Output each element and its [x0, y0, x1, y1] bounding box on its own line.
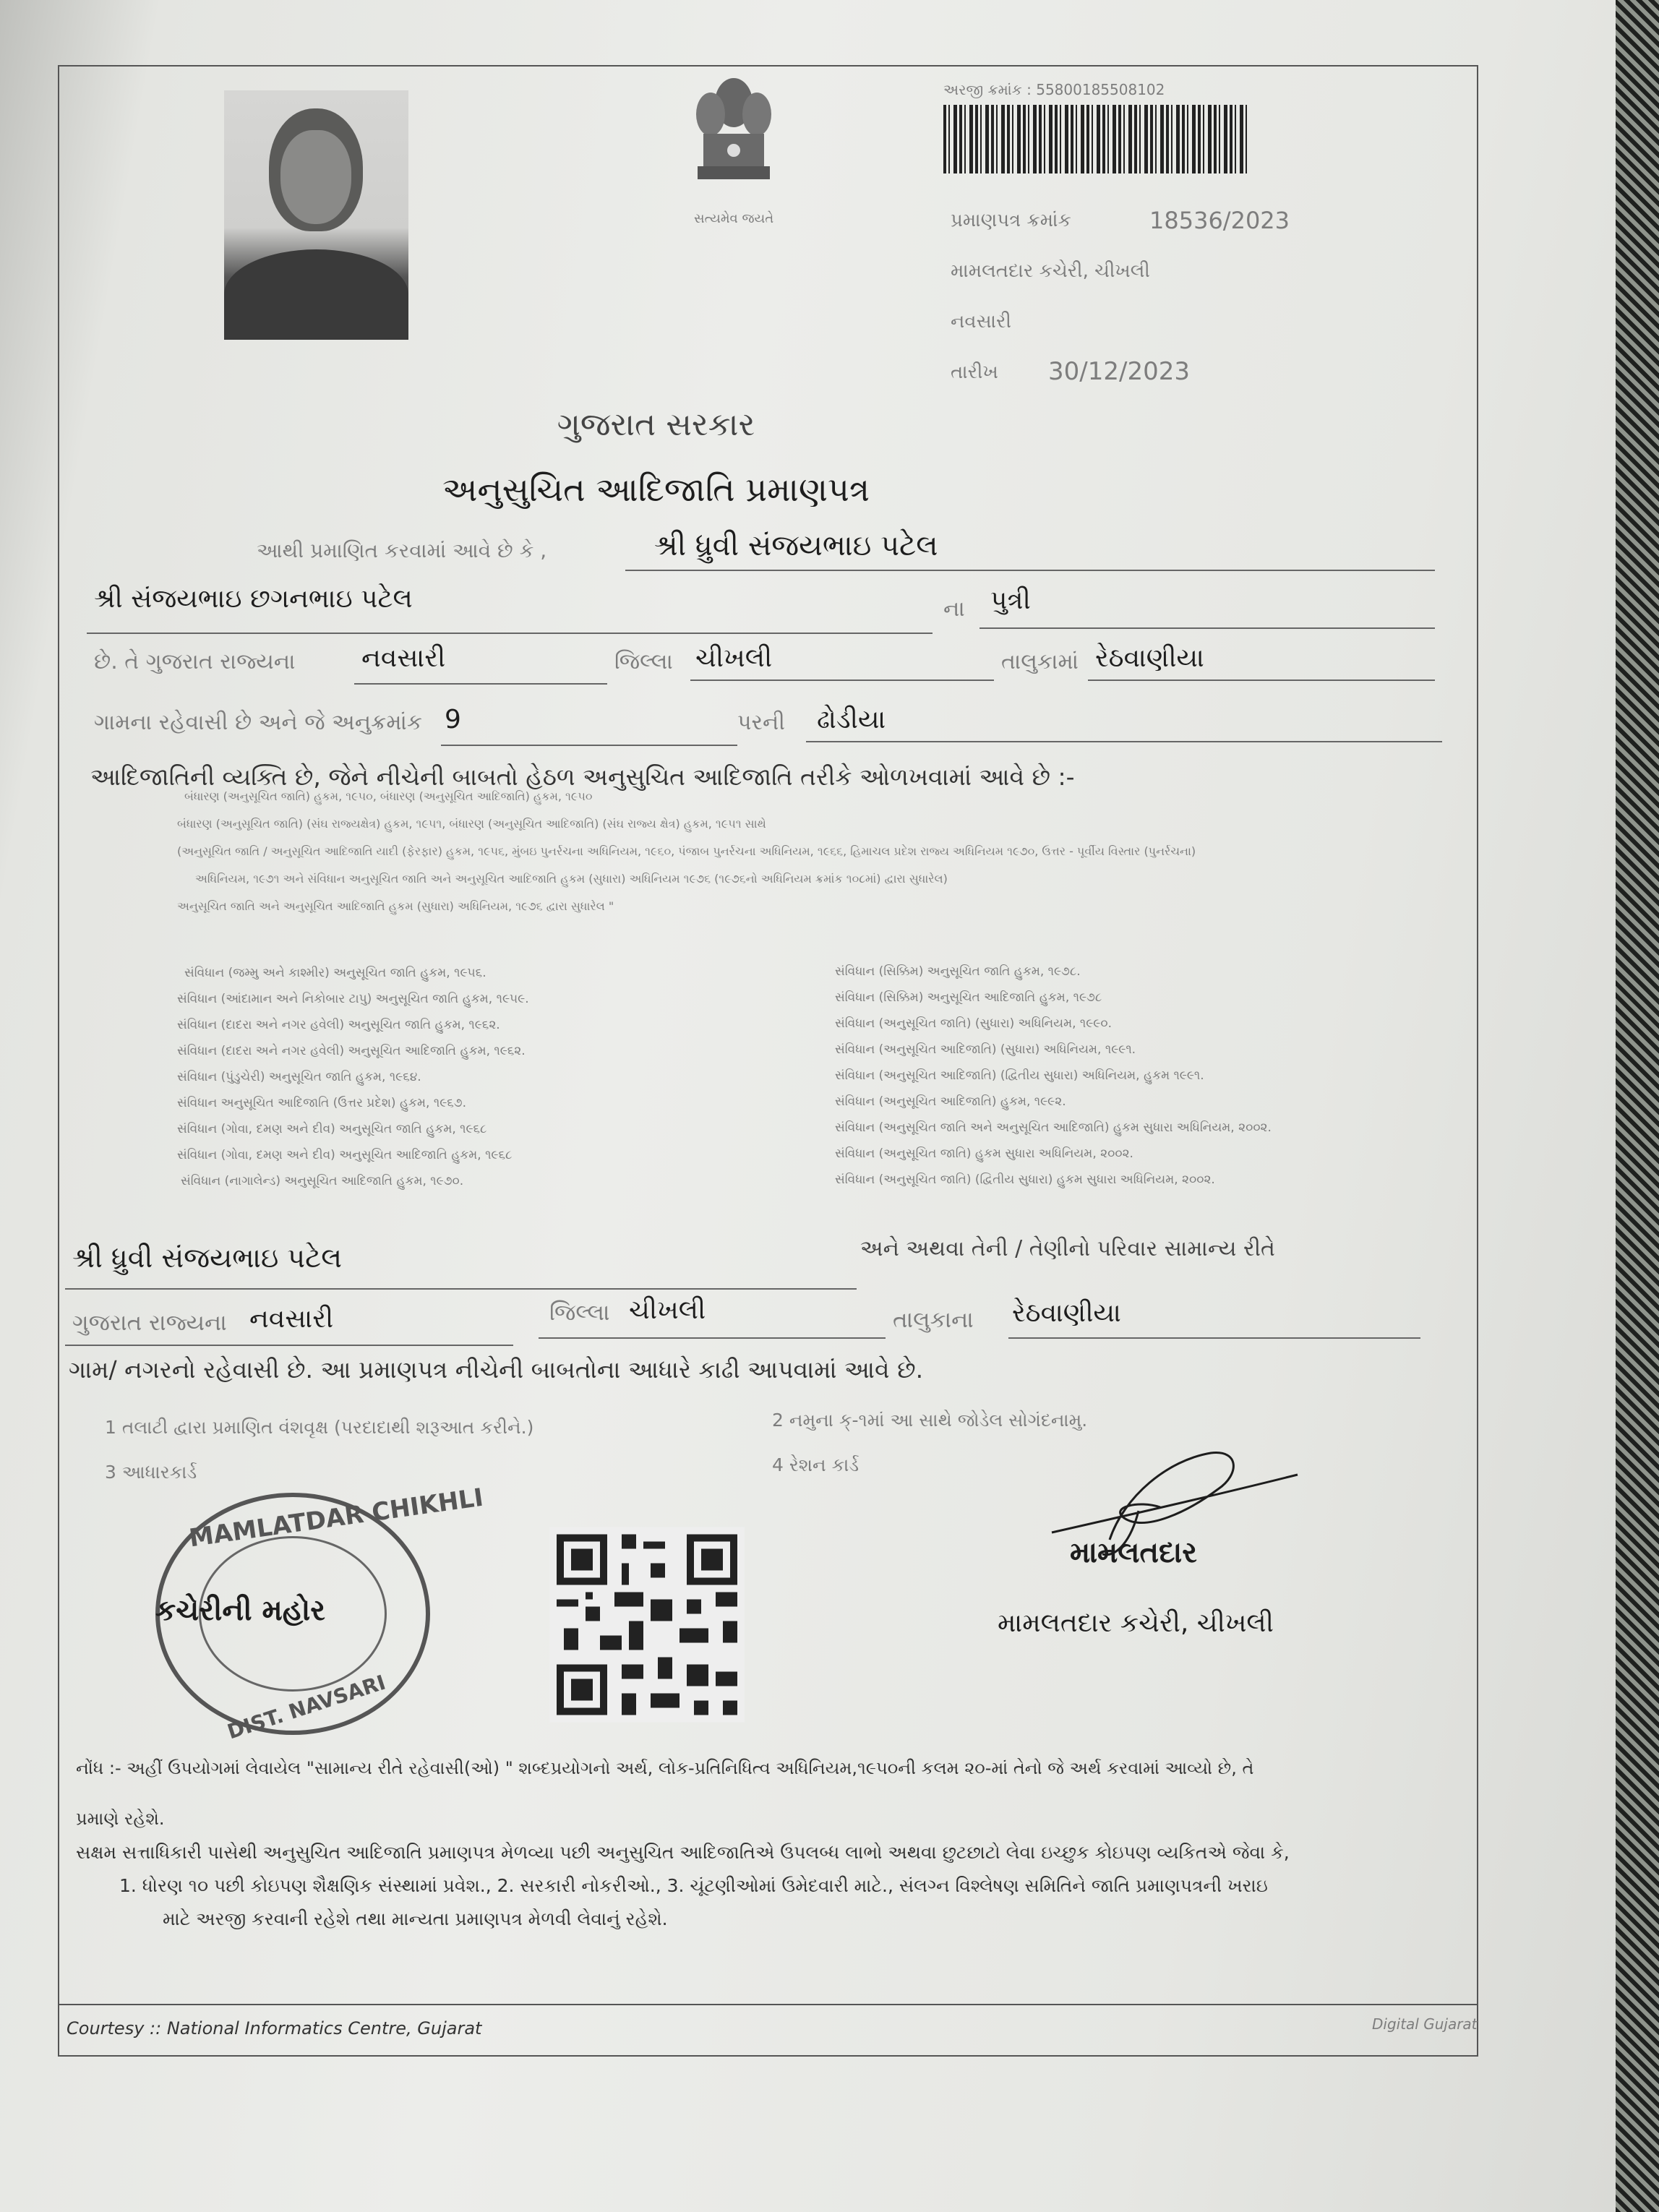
seal-bottom-text: DIST. NAVSARI	[224, 1670, 389, 1744]
na-label: ના	[943, 596, 965, 622]
relation: પુત્રી	[990, 586, 1031, 615]
village-underline	[1088, 680, 1435, 681]
document-item: 2 નમુના ક્-૧માં આ સાથે જોડેલ સોગંદનામુ.	[772, 1410, 1088, 1431]
legal-ref-right: સંવિધાન (અનુસૂચિત આદિજાતિ) (સુધારા) અધિનિયમ, ૧૯૯૧.	[835, 1042, 1136, 1057]
legal-ref-right: સંવિધાન (અનુસૂચિત આદિજાતિ) (દ્વિતીય સુધારા) અધિનિયમ, હુકમ ૧૯૯૧.	[835, 1068, 1204, 1083]
district-1-underline	[354, 683, 607, 685]
legal-ref-left: સંવિધાન (પુંડુચેરી) અનુસૂચિત જાતિ હુકમ, ૧૯૬૪.	[177, 1070, 421, 1084]
legal-ref-left: સંવિધાન (દાદરા અને નગર હવેલી) અનુસૂચિત જાતિ હુકમ, ૧૯૬૨.	[177, 1018, 500, 1032]
legal-ref-right: સંવિધાન (અનુસૂચિત જાતિ અને અનુસૂચિત આદિજાતિ) હુકમ સુધારા અધિનિયમ, ૨૦૦૨.	[835, 1120, 1272, 1135]
residence-district-1-underline	[65, 1345, 513, 1346]
note-1-cont: પ્રમાણે રહેશે.	[76, 1809, 165, 1829]
residence-district-label: જિલ્લા	[549, 1300, 610, 1326]
residence-name-underline	[65, 1288, 857, 1290]
residence-taluka-label: તાલુકાના	[893, 1307, 974, 1333]
certificate-title: અનુસુચિત આદિજાતિ પ્રમાણપત્ર	[442, 470, 870, 509]
barcode	[943, 105, 1247, 173]
residence-name: શ્રી ધ્રુવી સંજયભાઇ પટેલ	[72, 1242, 342, 1274]
seal-ring-text: MAMLATDAR CHIKHLI	[187, 1483, 486, 1553]
footer-divider	[59, 2004, 1477, 2005]
relation-underline	[979, 627, 1435, 629]
emblem-caption: સત્યમેવ જયતે	[694, 211, 774, 226]
ref-label: પ્રમાણપત્ર ક્રમાંક	[951, 210, 1071, 231]
legal-ref-right: સંવિધાન (અનુસૂચિત જાતિ) (દ્વિતીય સુધારા) હુકમ સુધારા અધિનિયમ, ૨૦૦૨.	[835, 1173, 1215, 1187]
qr-code	[549, 1525, 745, 1724]
legal-ref-top: અધિનિયમ, ૧૯૭૧ અને સંવિધાન અનુસૂચિત જાતિ અને અનુસૂચિત આદિજાતિ હુકમ (સુધારા) અધિનિયમ ૧૯૭૬ (૧૯૭૬નો અધિનિયમ ક્રમાંક ૧૦૮માં) દ્વારા સુધારેલ)	[195, 872, 948, 886]
para-label: પરની	[737, 710, 785, 735]
legal-ref-left: સંવિધાન (આંદામાન અને નિકોબાર ટાપુ) અનુસૂચિત જાતિ હુકમ, ૧૯૫૯.	[177, 992, 529, 1006]
document-item: 1 તલાટી દ્વારા પ્રમાણિત વંશવૃક્ષ (પરદાદાથી શરૂઆત કરીને.)	[105, 1417, 534, 1438]
residence-district-2-underline	[539, 1337, 886, 1339]
legal-ref-right: સંવિધાન (અનુસૂચિત જાતિ) (સુધારા) અધિનિયમ, ૧૯૯૦.	[835, 1016, 1112, 1031]
district-2: ચીખલી	[695, 643, 773, 673]
taluka-label: તાલુકામાં	[1001, 649, 1079, 674]
legal-ref-left: સંવિધાન (નાગાલેન્ડ) અનુસૂચિત આદિજાતિ હુકમ, ૧૯૭૦.	[181, 1174, 464, 1188]
legal-ref-left: સંવિધાન અનુસૂચિત આદિજાતિ (ઉત્તર પ્રદેશ) હુકમ, ૧૯૬૭.	[177, 1096, 466, 1110]
date-value: 30/12/2023	[1048, 357, 1190, 386]
residence-village: રેઠવાણીયા	[1012, 1298, 1121, 1328]
signature	[1023, 1431, 1305, 1598]
note-3: 1. ધોરણ ૧૦ પછી કોઇપણ શૈક્ષણિક સંસ્થામાં પ્રવેશ., 2. સરકારી નોકરીઓ., 3. ચૂંટણીઓમાં ઉમેદવારી માટે., સંલગ્ન વિશ્લેષણ સમિતિને જાતિ પ્રમાણપત્રની ખરાઇ	[119, 1875, 1268, 1896]
legal-ref-right: સંવિધાન (અનુસૂચિત આદિજાતિ) હુકમ, ૧૯૯૨.	[835, 1094, 1066, 1109]
legal-ref-top: બંધારણ (અનુસૂચિત જાતિ) હુકમ, ૧૯૫૦, બંધારણ (અનુસૂચિત આદિજાતિ) હુકમ, ૧૯૫૦	[184, 789, 593, 803]
tribe: ઢોડીયા	[817, 705, 886, 734]
legal-ref-top: બંધારણ (અનુસૂચિત જાતિ) (સંઘ રાજ્યક્ષેત્ર) હુકમ, ૧૯૫૧, બંધારણ (અનુસૂચિત આદિજાતિ) (સંઘ રાજ્ય ક્ષેત્ર) હુકમ, ૧૯૫૧ સાથે	[177, 817, 766, 831]
serial-underline	[441, 745, 737, 746]
certify-intro: આથી પ્રમાણિત કરવામાં આવે છે કે ,	[257, 539, 547, 562]
document-item: 4 રેશન કાર્ડ	[772, 1454, 859, 1475]
basis-text: ગામ/ નગરનો રહેવાસી છે. આ પ્રમાણપત્ર નીચેની બાબતોના આધારે કાઢી આપવામાં આવે છે.	[69, 1355, 924, 1384]
seal-label: કચેરીની મહોર	[155, 1594, 325, 1627]
tribe-underline	[806, 741, 1442, 742]
legal-ref-left: સંવિધાન (ગોવા, દમણ અને દીવ) અનુસૂચિત જાતિ હુકમ, ૧૯૬૮	[177, 1122, 487, 1136]
residence-district-2: ચીખલી	[629, 1295, 706, 1325]
residence-state-prefix: ગુજરાત રાજ્યના	[72, 1310, 227, 1336]
district-line: નવસારી	[951, 311, 1011, 333]
tribe-sentence: આદિજાતિની વ્યક્તિ છે, જેને નીચેની બાબતો હેઠળ અનુસુચિત આદિજાતિ તરીકે ઓળખવામાં આવે છે :-	[90, 763, 1075, 791]
family-text: અને અથવા તેની / તેણીનો પરિવાર સામાન્ય રીતે	[860, 1236, 1275, 1261]
applicant-photo	[224, 90, 408, 340]
district-2-underline	[690, 680, 994, 681]
district-label: જિલ્લા	[614, 649, 673, 674]
state-emblem	[690, 58, 777, 224]
father-name: શ્રી સંજયભાઇ છગનભાઇ પટેલ	[94, 584, 413, 614]
signatory-title: મામલતદાર	[1070, 1536, 1197, 1569]
district-1: નવસારી	[361, 643, 446, 673]
person-name: શ્રી ધ્રુવી સંજયભાઇ પટેલ	[654, 529, 938, 562]
legal-ref-right: સંવિધાન (સિક્કિમ) અનુસૂચિત આદિજાતિ હુકમ, ૧૯૭૮	[835, 990, 1102, 1005]
date-label: તારીખ	[951, 361, 998, 383]
legal-ref-left: સંવિધાન (ગોવા, દમણ અને દીવ) અનુસૂચિત આદિજાતિ હુકમ, ૧૯૬૮	[177, 1148, 513, 1162]
legal-ref-right: સંવિધાન (સિક્કિમ) અનુસૂચિત જાતિ હુકમ, ૧૯૭૮.	[835, 964, 1081, 979]
note-4: માટે અરજી કરવાની રહેશે તથા માન્યતા પ્રમાણપત્ર મેળવી લેવાનું રહેશે.	[163, 1908, 668, 1929]
document-item: 3 આધારકાર્ડ	[105, 1462, 197, 1483]
residence-village-underline	[1008, 1337, 1420, 1339]
office-line: મામલતદાર કચેરી, ચીખલી	[951, 260, 1150, 282]
courtesy-text: Courtesy :: National Informatics Centre, Gujarat	[67, 2018, 482, 2039]
father-underline	[87, 633, 933, 634]
village-prefix: ગામના રહેવાસી છે અને જે અનુક્રમાંક	[94, 710, 423, 735]
ref-value: 18536/2023	[1149, 207, 1290, 234]
brand-text: Digital Gujarat	[1372, 2015, 1478, 2033]
note-1: નોંધ :- અહીં ઉપયોગમાં લેવાયેલ "સામાન્ય રીતે રહેવાસી(ઓ) " શબ્દપ્રયોગનો અર્થ, લોક-પ્રતિનિધિત્વ અધિનિયમ,૧૯૫૦ની કલમ ૨૦-માં તેનો જે અર્થ કરવામાં આવ્યો છે, તે	[76, 1758, 1254, 1778]
serial-number: 9	[445, 705, 461, 734]
residence-district-1: નવસારી	[249, 1304, 334, 1334]
government-title: ગુજરાત સરકાર	[557, 406, 755, 443]
legal-ref-left: સંવિધાન (દાદરા અને નગર હવેલી) અનુસૂચિત આદિજાતિ હુકમ, ૧૯૬૨.	[177, 1044, 526, 1058]
legal-ref-right: સંવિધાન (અનુસૂચિત જાતિ) હુકમ સુધારા અધિનિયમ, ૨૦૦૨.	[835, 1146, 1133, 1161]
signatory-office: મામલતદાર કચેરી, ચીખલી	[998, 1608, 1274, 1638]
barcode-caption: અરજી ક્રમાંક : 55800185508102	[943, 81, 1165, 98]
note-2: સક્ષમ સત્તાધિકારી પાસેથી અનુસુચિત આદિજાતિ પ્રમાણપત્ર મેળવ્યા પછી અનુસુચિત આદિજાતિએ ઉપલબ્ધ લાભો અથવા છુટછાટો લેવા ઇચ્છુક કોઇપણ વ્યકિતએ જેવા કે,	[76, 1842, 1290, 1863]
legal-ref-top: અનુસૂચિત જાતિ અને અનુસૂચિત આદિજાતિ હુકમ (સુધારા) અધિનિયમ, ૧૯૭૬ દ્વારા સુધારેલ "	[177, 899, 614, 913]
state-prefix: છે. તે ગુજરાત રાજ્યના	[94, 649, 296, 674]
legal-ref-top: (અનુસૂચિત જાતિ / અનુસૂચિત આદિજાતિ યાદી (ફેરફાર) હુકમ, ૧૯૫૬, મુંબઇ પુનર્રચના અધિનિયમ, ૧૯૬૦, પંજાબ પુનર્રચના અધિનિયમ, ૧૯૬૬, હિમાચલ પ્રદેશ રાજ્ય અધિનિયમ ૧૯૭૦, ઉત્તર - પૂર્વીય વિસ્તાર (પુનર્રચના)	[177, 844, 1196, 858]
village: રેઠવાણીયા	[1095, 643, 1204, 673]
legal-ref-left: સંવિધાન (જમ્મુ અને કાશ્મીર) અનુસૂચિત જાતિ હુકમ, ૧૯૫૬.	[184, 966, 486, 980]
name-underline	[625, 570, 1435, 571]
